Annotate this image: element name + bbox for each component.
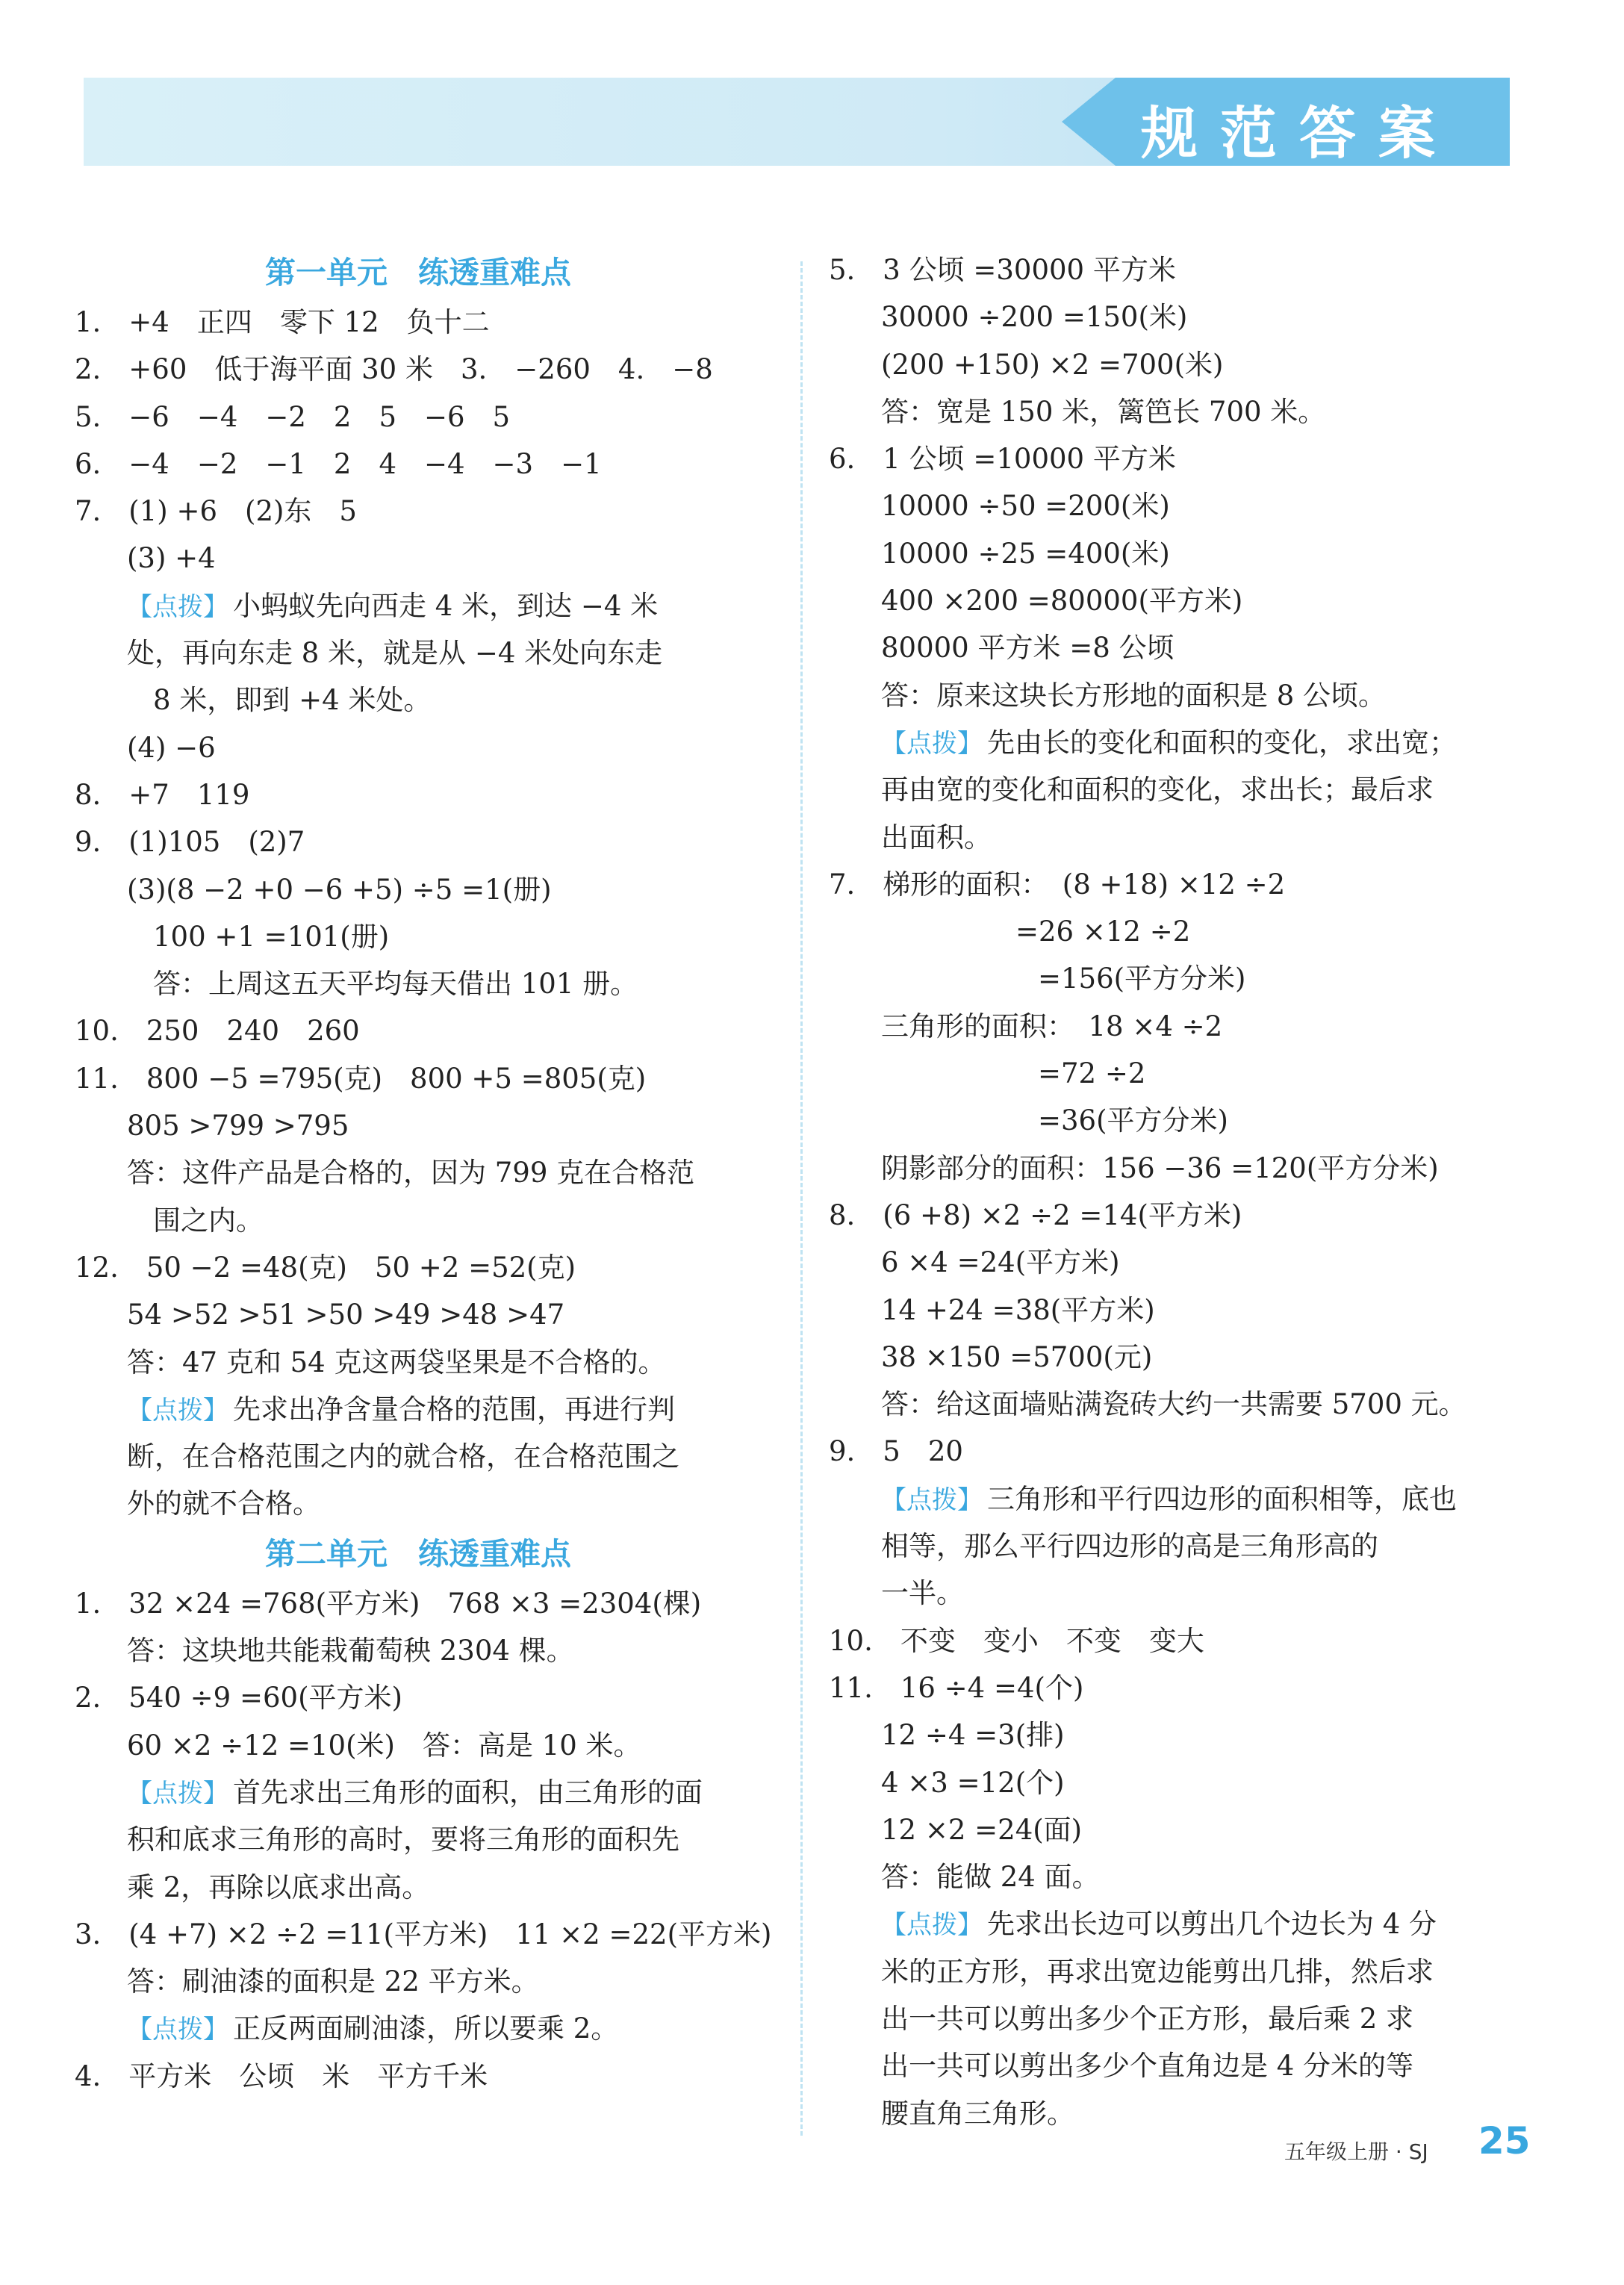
answer-line: 三角形的面积： 18 ×4 ÷2 bbox=[881, 1010, 1223, 1042]
answer-line: 7. (1) +6 (2)东 5 bbox=[75, 495, 357, 528]
tip-line: 断，在合格范围之内的就合格，在合格范围之 bbox=[127, 1440, 679, 1473]
answer-line: 答：宽是 150 米，篱笆长 700 米。 bbox=[881, 395, 1326, 428]
tip-label: 【点拨】 bbox=[127, 2015, 228, 2045]
tip-text: 先求出净含量合格的范围，再进行判 bbox=[233, 1393, 675, 1426]
tip-line: 出一共可以剪出多少个直角边是 4 分米的等 bbox=[881, 2050, 1414, 2083]
answer-line: 10000 ÷25 =400(米) bbox=[881, 537, 1170, 570]
answer-line: (200 +150) ×2 =700(米) bbox=[881, 348, 1224, 381]
grade-label: 五年级上册 · SJ bbox=[1284, 2139, 1428, 2164]
tip-line: 8 米，即到 +4 米处。 bbox=[153, 684, 432, 717]
answer-line: 答：这块地共能栽葡萄秧 2304 棵。 bbox=[127, 1635, 574, 1667]
answer-line: (3)(8 −2 +0 −6 +5) ÷5 =1(册) bbox=[127, 873, 552, 906]
answer-line: 12 ÷4 =3(排) bbox=[881, 1719, 1065, 1752]
answer-line: 5. −6 −4 −2 2 5 −6 5 bbox=[75, 400, 511, 433]
answer-line: =72 ÷2 bbox=[1038, 1057, 1146, 1090]
answer-line: 5. 3 公顷 =30000 平方米 bbox=[829, 254, 1176, 286]
answer-line: 38 ×150 =5700(元) bbox=[881, 1340, 1153, 1373]
answer-line: 答：刷油漆的面积是 22 平方米。 bbox=[127, 1965, 539, 1998]
answer-line: 答：给这面墙贴满瓷砖大约一共需要 5700 元。 bbox=[881, 1388, 1466, 1421]
answer-line: =36(平方分米) bbox=[1038, 1104, 1228, 1137]
answer-line: 1. +4 正四 零下 12 负十二 bbox=[75, 306, 490, 338]
answer-line: 10. 250 240 260 bbox=[75, 1015, 360, 1048]
tip-line: 处，再向东走 8 米，就是从 −4 米处向东走 bbox=[127, 637, 663, 670]
answer-line: 答：能做 24 面。 bbox=[881, 1861, 1100, 1894]
answer-line: 答：这件产品是合格的，因为 799 克在合格范 bbox=[127, 1157, 695, 1190]
answer-line: 4. 平方米 公顷 米 平方千米 bbox=[75, 2059, 488, 2092]
tip-line: 米的正方形，再求出宽边能剪出几排，然后求 bbox=[881, 1955, 1434, 1988]
answer-line: 4 ×3 =12(个) bbox=[881, 1766, 1065, 1799]
answer-line: 11. 800 −5 =795(克) 800 +5 =805(克) bbox=[75, 1062, 647, 1095]
tip-line: 积和底求三角形的高时，要将三角形的面积先 bbox=[127, 1824, 679, 1856]
tip-line bbox=[829, 719, 1531, 766]
right-column bbox=[829, 246, 1531, 2137]
answer-line: 阴影部分的面积：156 −36 =120(平方分米) bbox=[881, 1151, 1439, 1184]
tip-label: 【点拨】 bbox=[881, 728, 983, 759]
answer-line: 6 ×4 =24(平方米) bbox=[881, 1246, 1120, 1279]
tip-line bbox=[75, 582, 762, 629]
answer-line: 60 ×2 ÷12 =10(米) 答：高是 10 米。 bbox=[127, 1729, 641, 1762]
answer-line: 1. 32 ×24 =768(平方米) 768 ×3 =2304(棵) bbox=[75, 1587, 702, 1620]
tip-line: 腰直角三角形。 bbox=[881, 2097, 1074, 2130]
tip-label: 【点拨】 bbox=[127, 591, 228, 622]
answer-line: =156(平方分米) bbox=[1038, 963, 1246, 995]
answer-line: 100 +1 =101(册) bbox=[153, 920, 390, 953]
answer-line: 答：47 克和 54 克这两袋坚果是不合格的。 bbox=[127, 1346, 666, 1378]
page-number: 25 bbox=[1478, 2119, 1531, 2163]
tip-line: 再由宽的变化和面积的变化，求出长；最后求 bbox=[881, 774, 1434, 806]
tip-label: 【点拨】 bbox=[881, 1910, 983, 1941]
answer-line: 10. 不变 变小 不变 变大 bbox=[829, 1624, 1204, 1657]
tip-text: 正反两面刷油漆，所以要乘 2。 bbox=[233, 2012, 619, 2045]
tip-line bbox=[75, 1386, 762, 1433]
tip-label: 【点拨】 bbox=[881, 1485, 983, 1515]
answer-line: 6. 1 公顷 =10000 平方米 bbox=[829, 443, 1176, 476]
tip-line bbox=[829, 1900, 1531, 1947]
answer-line: (4) −6 bbox=[127, 731, 216, 764]
tip-text: 先求出长边可以剪出几个边长为 4 分 bbox=[987, 1908, 1437, 1941]
page-title: 规范答案 bbox=[1141, 100, 1457, 167]
answer-line: 答：原来这块长方形地的面积是 8 公顷。 bbox=[881, 679, 1387, 712]
answer-line: 805 >799 >795 bbox=[127, 1110, 349, 1142]
answer-line: 54 >52 >51 >50 >49 >48 >47 bbox=[127, 1299, 565, 1331]
column-divider bbox=[800, 261, 803, 2136]
tip-line: 外的就不合格。 bbox=[127, 1487, 320, 1520]
answer-line: 30000 ÷200 =150(米) bbox=[881, 301, 1188, 334]
answer-line: 2. 540 ÷9 =60(平方米) bbox=[75, 1682, 402, 1714]
answer-line: 14 +24 =38(平方米) bbox=[881, 1293, 1155, 1326]
header-banner bbox=[84, 78, 1510, 166]
tip-label: 【点拨】 bbox=[127, 1778, 228, 1809]
tip-line: 一半。 bbox=[881, 1577, 964, 1610]
answer-line: 3. (4 +7) ×2 ÷2 =11(平方米) 11 ×2 =22(平方米) bbox=[75, 1918, 772, 1950]
answer-line: (3) +4 bbox=[127, 542, 216, 575]
answer-line: 8. +7 119 bbox=[75, 778, 250, 811]
answer-line: 10000 ÷50 =200(米) bbox=[881, 490, 1170, 523]
tip-line bbox=[75, 1769, 762, 1816]
answer-line: 12. 50 −2 =48(克) 50 +2 =52(克) bbox=[75, 1251, 576, 1284]
answer-line: 答：上周这五天平均每天借出 101 册。 bbox=[153, 968, 638, 1001]
tip-line: 乘 2，再除以底求出高。 bbox=[127, 1871, 430, 1903]
unit-heading: 第二单元 练透重难点 bbox=[265, 1535, 571, 1572]
answer-line: 11. 16 ÷4 =4(个) bbox=[829, 1671, 1084, 1704]
answer-line: 12 ×2 =24(面) bbox=[881, 1813, 1083, 1846]
answer-line: 围之内。 bbox=[153, 1204, 264, 1237]
answer-line: 80000 平方米 =8 公顷 bbox=[881, 632, 1175, 665]
answer-line: 400 ×200 =80000(平方米) bbox=[881, 585, 1243, 618]
tip-line: 出面积。 bbox=[881, 821, 992, 854]
tip-text: 小蚂蚁先向西走 4 米，到达 −4 米 bbox=[233, 589, 659, 622]
answer-line: 2. +60 低于海平面 30 米 3. −260 4. −8 bbox=[75, 353, 713, 386]
tip-line bbox=[829, 1476, 1531, 1523]
tip-line bbox=[75, 2005, 762, 2052]
answer-line: 7. 梯形的面积： (8 +18) ×12 ÷2 bbox=[829, 868, 1286, 901]
answer-line: 8. (6 +8) ×2 ÷2 =14(平方米) bbox=[829, 1199, 1242, 1231]
left-column bbox=[75, 246, 772, 2100]
tip-text: 三角形和平行四边形的面积相等，底也 bbox=[987, 1482, 1457, 1515]
answer-line: 9. 5 20 bbox=[829, 1435, 963, 1468]
tip-line: 出一共可以剪出多少个正方形，最后乘 2 求 bbox=[881, 2002, 1414, 2035]
answer-line: =26 ×12 ÷2 bbox=[1015, 915, 1191, 948]
unit-heading: 第一单元 练透重难点 bbox=[265, 255, 571, 290]
answer-line: 9. (1)105 (2)7 bbox=[75, 826, 305, 859]
tip-line: 相等，那么平行四边形的高是三角形高的 bbox=[881, 1530, 1378, 1563]
answer-line: 6. −4 −2 −1 2 4 −4 −3 −1 bbox=[75, 447, 602, 480]
tip-label: 【点拨】 bbox=[127, 1395, 228, 1426]
tip-text: 先由长的变化和面积的变化，求出宽； bbox=[987, 726, 1457, 759]
tip-text: 首先求出三角形的面积，由三角形的面 bbox=[233, 1776, 703, 1809]
